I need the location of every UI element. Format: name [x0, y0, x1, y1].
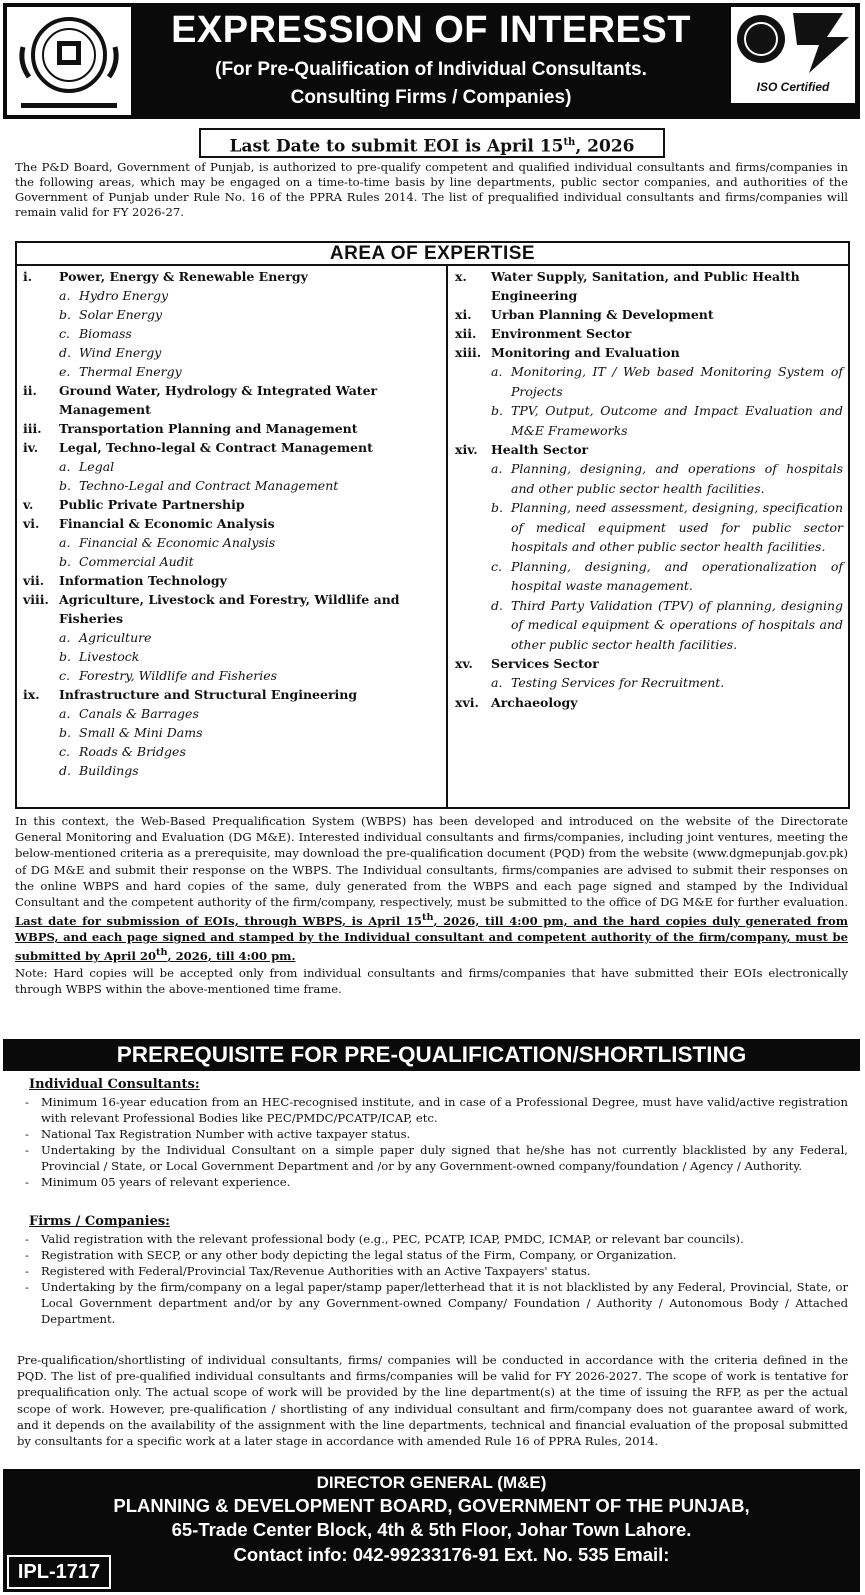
expertise-subitem — [455, 362, 843, 401]
expertise-item-label: Information Technology — [59, 573, 227, 588]
expertise-subitem-label: Testing Services for Recruitment. — [511, 675, 725, 690]
expertise-subitem-label: Monitoring, IT / Web based Monitoring System of Projects — [511, 364, 843, 399]
list-item-text: Registration with SECP, or any other body depicting the legal status of the Firm, Company, or Organization. — [41, 1248, 677, 1262]
expertise-subitem — [23, 305, 439, 324]
expertise-subitem-label: Buildings — [79, 763, 139, 778]
expertise-item-number: viii. — [23, 592, 49, 607]
deadline-part-c: , 2026, till 4:00 pm. — [167, 949, 296, 964]
expertise-subitem — [455, 401, 843, 440]
expertise-subitem-letter: c. — [491, 558, 502, 574]
expertise-subitem-label: Small & Mini Dams — [79, 725, 203, 740]
closing-paragraph: Pre-qualification/shortlisting of individual consultants, firms/ companies will be conducted in accordance with the criteria defined in the PQD. The list of pre-qualified individual consultants and firms/companies will be valid for FY 2026-2027. The scope of work is tentative for prequalification only. The actual scope of work will be provided by the line department(s) at the time of issuing the RFP, as per the actual scope of work. However, pre-qualification / shortlisting of any individual consultant and firm/company does not guarantee award of work, and it depends on the availability of the assignment with the line departments, technical and financial evaluation of the proposal submitted by consultants for a specific work at a later stage in accordance with amended Rule 16 of PPRA Rules, 2014. — [17, 1353, 848, 1449]
expertise-item — [455, 267, 843, 305]
advertisement-page — [3, 3, 860, 1592]
list-item — [17, 1247, 848, 1263]
expertise-subitem-label: Legal — [79, 459, 115, 474]
area-of-expertise-box — [15, 241, 850, 809]
expertise-item-label: Public Private Partnership — [59, 497, 245, 512]
expertise-subitem-letter: a. — [59, 459, 71, 474]
list-item-text: Minimum 05 years of relevant experience. — [41, 1175, 291, 1189]
expertise-subitem — [23, 742, 439, 761]
deadline-part-b-sup: th — [156, 947, 168, 959]
expertise-subitem-letter: e. — [59, 364, 71, 379]
expertise-item-label: Ground Water, Hydrology & Integrated Water Management — [59, 383, 378, 417]
expertise-item-label: Agriculture, Livestock and Forestry, Wildlife and Fisheries — [59, 592, 400, 626]
expertise-item — [23, 267, 439, 286]
deadline-part-a: Last date for submission of EOIs, through WBPS, is April 15 — [15, 914, 422, 929]
expertise-subitem-label: Commercial Audit — [79, 554, 194, 569]
expertise-subitem — [23, 362, 439, 381]
expertise-subitem — [23, 343, 439, 362]
expertise-subitem-letter: a. — [491, 461, 503, 476]
expertise-item-number: xv. — [455, 656, 473, 671]
expertise-item-label: Infrastructure and Structural Engineering — [59, 687, 358, 702]
expertise-subitem-label: Thermal Energy — [79, 364, 182, 379]
page-subtitle-line1: (For Pre-Qualification of Individual Consultants. — [215, 59, 647, 80]
expertise-subitem-label: Biomass — [79, 326, 132, 341]
iso-certified-label: ISO Certified — [756, 80, 830, 94]
submission-deadline-text — [15, 914, 848, 963]
list-item-text: Registered with Federal/Provincial Tax/Revenue Authorities with an Active Taxpayers' status. — [41, 1264, 591, 1278]
expertise-subitem-letter: a. — [59, 288, 71, 303]
expertise-subitem — [23, 628, 439, 647]
expertise-item-label: Health Sector — [491, 442, 589, 457]
wbps-paragraph — [15, 813, 848, 997]
expertise-subitem-letter: b. — [491, 403, 503, 418]
expertise-item-number: i. — [23, 269, 33, 284]
expertise-item — [23, 438, 439, 457]
expertise-item — [455, 343, 843, 362]
expertise-subitem-letter: a. — [59, 535, 71, 550]
list-item — [17, 1263, 848, 1279]
expertise-item-number: ix. — [23, 687, 40, 702]
expertise-title: AREA OF EXPERTISE — [17, 243, 848, 266]
expertise-item — [23, 514, 439, 533]
footer-director-general: DIRECTOR GENERAL (M&E) — [316, 1473, 547, 1492]
expertise-item-label: Transportation Planning and Management — [59, 421, 358, 436]
bullet-dash: - — [25, 1280, 29, 1294]
bullet-dash: - — [25, 1248, 29, 1262]
firms-companies-heading: Firms / Companies: — [29, 1214, 170, 1229]
expertise-item — [23, 685, 439, 704]
expertise-item-number: ii. — [23, 383, 37, 398]
expertise-subitem-letter: d. — [59, 763, 71, 778]
prerequisite-heading: PREREQUISITE FOR PRE-QUALIFICATION/SHORTLISTING — [3, 1039, 860, 1071]
expertise-item-number: iii. — [23, 421, 42, 436]
expertise-item-label: Urban Planning & Development — [491, 307, 714, 322]
bullet-dash: - — [25, 1143, 29, 1157]
expertise-subitem-label: Planning, need assessment, designing, specification of medical equipment used for public sector hospitals and other public sector health facilities. — [511, 500, 843, 554]
expertise-subitem-letter: d. — [491, 597, 503, 613]
expertise-subitem-label: Techno-Legal and Contract Management — [79, 478, 339, 493]
expertise-subitem — [23, 286, 439, 305]
page-subtitle-line2: Consulting Firms / Companies) — [290, 87, 572, 108]
expertise-subitem-letter: c. — [59, 668, 70, 683]
expertise-subitem — [455, 498, 843, 557]
expertise-subitem-label: Third Party Validation (TPV) of planning, designing of medical equipment & operations of hospitals and other public sector health facilities. — [511, 597, 843, 652]
expertise-subitem — [455, 673, 843, 693]
expertise-subitem — [455, 557, 843, 596]
expertise-subitem — [23, 723, 439, 742]
expertise-item — [23, 571, 439, 590]
bullet-dash: - — [25, 1095, 29, 1109]
bullet-dash: - — [25, 1175, 29, 1189]
expertise-subitem-label: Wind Energy — [79, 345, 162, 360]
expertise-item-number: v. — [23, 497, 34, 512]
expertise-item — [455, 305, 843, 324]
expertise-item-label: Monitoring and Evaluation — [491, 345, 680, 360]
deadline-part-b: , 2026, till 4:00 pm, and the hard copies duly generated from WBPS, and each page signed and stamped by the Individual consultant and competent authority of the firm/company, must be submitted by April 20 — [15, 914, 849, 964]
iso-certification-logo — [731, 7, 855, 103]
page-title: EXPRESSION OF INTEREST — [171, 9, 691, 51]
individual-consultants-heading: Individual Consultants: — [29, 1077, 200, 1092]
expertise-item-number: xiii. — [455, 345, 482, 360]
list-item — [17, 1174, 848, 1190]
expertise-right-column — [455, 267, 843, 712]
expertise-subitem — [23, 476, 439, 495]
expertise-column-divider — [446, 264, 448, 807]
deadline-year: , 2026 — [575, 136, 635, 157]
list-item — [17, 1279, 848, 1327]
expertise-subitem-label: Forestry, Wildlife and Fisheries — [79, 668, 278, 683]
expertise-subitem-letter: c. — [59, 326, 70, 341]
expertise-item-label: Environment Sector — [491, 326, 632, 341]
footer-banner — [3, 1469, 860, 1592]
expertise-subitem-letter: a. — [491, 675, 503, 690]
expertise-subitem-letter: a. — [59, 706, 71, 721]
expertise-subitem-label: Planning, designing, and operationalization of hospital waste management. — [511, 558, 843, 593]
expertise-item-label: Archaeology — [491, 694, 578, 710]
expertise-subitem — [23, 324, 439, 343]
expertise-item-number: xii. — [455, 326, 477, 341]
expertise-subitem-letter: b. — [59, 478, 71, 493]
expertise-subitem-label: TPV, Output, Outcome and Impact Evaluation and M&E Frameworks — [511, 403, 843, 438]
expertise-subitem-letter: a. — [491, 364, 503, 379]
expertise-subitem-label: Planning, designing, and operations of hospitals and other public sector health facilities. — [511, 461, 843, 496]
list-item-text: Undertaking by the firm/company on a legal paper/stamp paper/letterhead that it is not blacklisted by any Federal, Provincial, State, or Local Government department and/or by any Government-owned Company/ Foundation / Authority / Autonomous Body / Attached Department. — [41, 1280, 848, 1326]
expertise-item — [23, 590, 439, 628]
expertise-subitem-letter: b. — [59, 307, 71, 322]
expertise-subitem — [23, 457, 439, 476]
expertise-item — [23, 495, 439, 514]
expertise-item-number: x. — [455, 269, 467, 284]
expertise-subitem — [23, 552, 439, 571]
expertise-subitem-label: Agriculture — [79, 630, 152, 645]
list-item — [17, 1094, 848, 1126]
expertise-item-number: vii. — [23, 573, 45, 588]
expertise-item — [455, 654, 843, 673]
eoi-deadline-box — [199, 128, 665, 158]
footer-contact-info: Contact info: 042-99233176-91 Ext. No. 535 Email: — [233, 1544, 670, 1565]
expertise-item-number: vi. — [23, 516, 40, 531]
list-item — [17, 1126, 848, 1142]
expertise-item-number: xi. — [455, 307, 472, 322]
bullet-dash: - — [25, 1127, 29, 1141]
expertise-item-label: Power, Energy & Renewable Energy — [59, 269, 308, 284]
list-item-text: Valid registration with the relevant professional body (e.g., PEC, PCATP, ICAP, PMDC, ICMAP, or relevant bar councils). — [41, 1232, 744, 1246]
expertise-item-number: xiv. — [455, 442, 478, 457]
bullet-dash: - — [25, 1232, 29, 1246]
intro-paragraph: The P&D Board, Government of Punjab, is authorized to pre-qualify competent and qualified individual consultants and firms/companies in the following areas, which may be engaged on a time-to-time basis by line departments, public sector companies, and authorities of the Government of Punjab under Rule No. 16 of the PPRA Rules 2014. The list of prequalified individual consultants and firms/companies will remain valid for FY 2026-27. — [15, 160, 848, 219]
expertise-subitem-letter: d. — [59, 345, 71, 360]
iso-certification-icon — [731, 7, 855, 77]
expertise-item — [455, 324, 843, 343]
deadline-part-a-sup: th — [421, 912, 434, 924]
expertise-item — [455, 693, 843, 712]
expertise-subitem-letter: b. — [59, 725, 71, 740]
expertise-subitem — [23, 647, 439, 666]
individual-consultants-list — [17, 1094, 848, 1190]
expertise-item-label: Financial & Economic Analysis — [59, 516, 275, 531]
expertise-subitem-label: Roads & Bridges — [79, 744, 186, 759]
expertise-subitem — [23, 533, 439, 552]
expertise-subitem — [23, 704, 439, 723]
list-item-text: Minimum 16-year education from an HEC-recognised institute, and in case of a Professional Degree, must have valid/active registration with relevant Professional Bodies like PEC/PMDC/PCATP/ICAP, etc. — [41, 1095, 848, 1125]
pnd-board-emblem-icon — [7, 7, 131, 115]
expertise-subitem — [23, 761, 439, 780]
expertise-subitem-label: Hydro Energy — [79, 288, 169, 303]
header-banner — [3, 3, 860, 119]
wbps-text: In this context, the Web-Based Prequalification System (WBPS) has been developed and introduced on the website of the Directorate General Monitoring and Evaluation (DG M&E). Interested individual consultants and firms/companies, including joint ventures, meeting the below-mentioned criteria as a prerequisite, may download the pre-qualification document (PQD) from the website (www.dgmepunjab.gov.pk) of DG M&E and submit their response on the WBPS. The Individual consultants, firms/companies are advised to submit their responses on the online WBPS and hard copies of the same, duly generated from the WBPS and each page signed and stamped by the Individual Consultant and the competent authority of the firm/company, respectively, must be submitted to the office of DG M&E for further evaluation. — [15, 814, 848, 910]
list-item-text: National Tax Registration Number with active taxpayer status. — [41, 1127, 411, 1141]
expertise-item-label: Water Supply, Sanitation, and Public Health Engineering — [491, 269, 800, 303]
expertise-item-number: xvi. — [455, 694, 479, 710]
expertise-subitem-letter: a. — [59, 630, 71, 645]
footer-address: 65-Trade Center Block, 4th & 5th Floor, Johar Town Lahore. — [171, 1519, 692, 1540]
expertise-subitem-letter: b. — [59, 554, 71, 569]
expertise-subitem-label: Financial & Economic Analysis — [79, 535, 276, 550]
expertise-subitem — [23, 666, 439, 685]
expertise-item — [23, 381, 439, 419]
expertise-subitem-label: Solar Energy — [79, 307, 163, 322]
expertise-subitem — [455, 459, 843, 498]
deadline-suffix: th — [563, 137, 576, 148]
expertise-subitem-label: Canals & Barrages — [79, 706, 199, 721]
expertise-subitem — [455, 596, 843, 655]
note-text: Note: Hard copies will be accepted only from individual consultants and firms/companies that have submitted their EOIs electronically through WBPS within the above-mentioned time frame. — [15, 965, 848, 996]
footer-board-name: PLANNING & DEVELOPMENT BOARD, GOVERNMENT OF THE PUNJAB, — [113, 1495, 750, 1516]
ipl-code-badge: IPL-1717 — [7, 1555, 111, 1589]
bullet-dash: - — [25, 1264, 29, 1278]
expertise-item-label: Legal, Techno-legal & Contract Management — [59, 440, 373, 455]
firms-companies-list — [17, 1231, 848, 1327]
expertise-subitem-label: Livestock — [79, 649, 140, 664]
expertise-subitem-letter: b. — [59, 649, 71, 664]
expertise-item-label: Services Sector — [491, 656, 599, 671]
expertise-item-number: iv. — [23, 440, 39, 455]
expertise-item — [455, 440, 843, 459]
list-item — [17, 1142, 848, 1174]
expertise-item — [23, 419, 439, 438]
expertise-subitem-letter: c. — [59, 744, 70, 759]
deadline-text: Last Date to submit EOI is April 15 — [229, 136, 564, 157]
expertise-left-column — [23, 267, 439, 780]
expertise-subitem-letter: b. — [491, 500, 503, 515]
list-item — [17, 1231, 848, 1247]
list-item-text: Undertaking by the Individual Consultant on a simple paper duly signed that he/she has not currently blacklisted by any Federal, Provincial / State, or Local Government Department and /or by any Government-owned company/foundation / Agency / Authority. — [41, 1143, 848, 1173]
